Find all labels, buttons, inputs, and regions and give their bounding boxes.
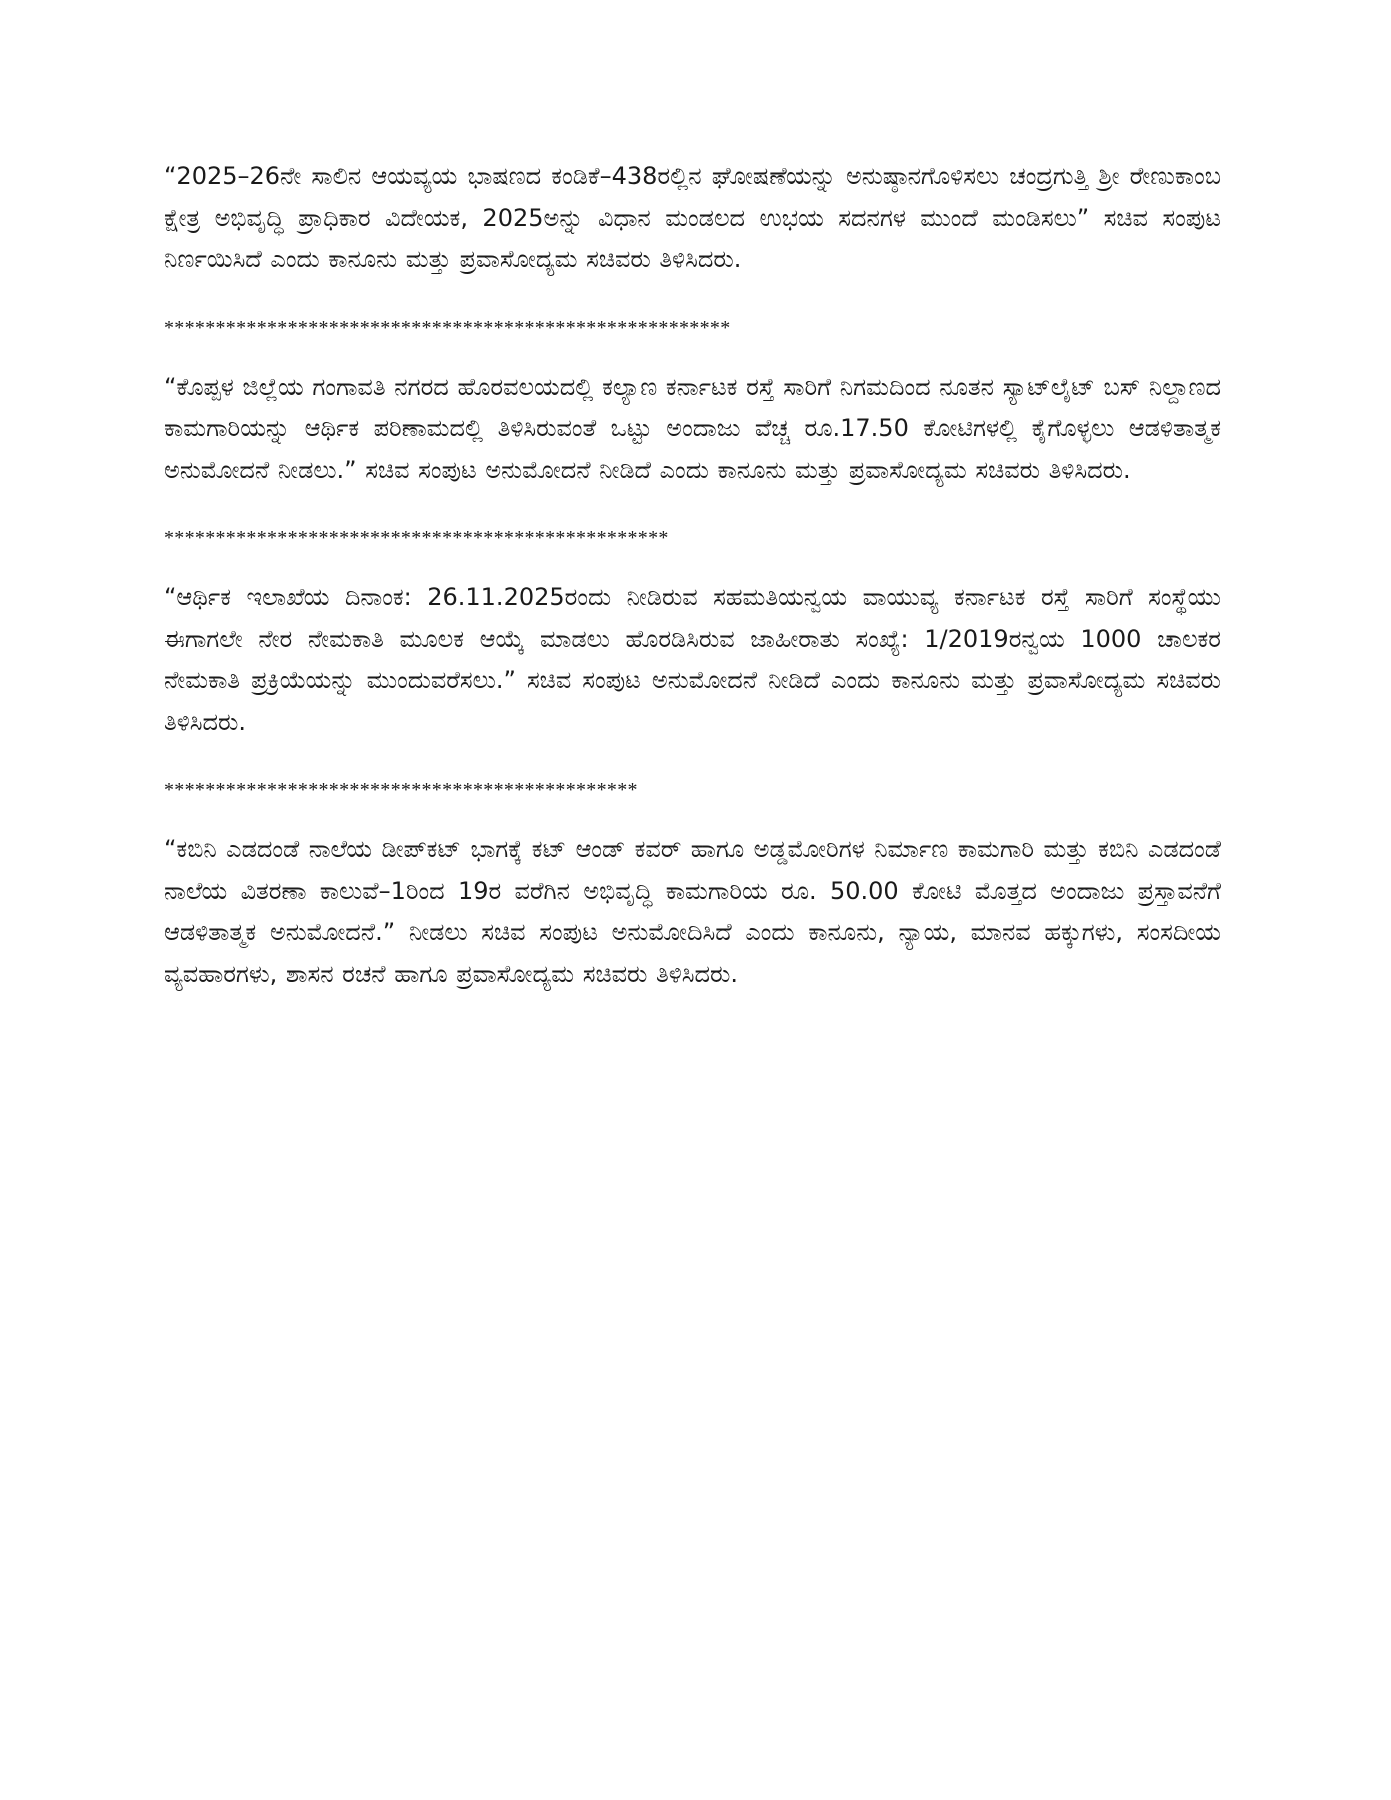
paragraph-bus-stand-approval: “ಕೊಪ್ಪಳ ಜಿಲ್ಲೆಯ ಗಂಗಾವತಿ ನಗರದ ಹೊರವಲಯದಲ್ಲಿ ಕಲ್ಯಾಣ ಕರ್ನಾಟಕ ರಸ್ತೆ ಸಾರಿಗೆ ನಿಗಮದಿಂದ ನೂತನ ಸ್ಯಾಟ್‌ಲೈಟ್ ಬಸ್ ನಿಲ್ದಾಣದ ಕಾಮಗಾರಿಯನ್ನು ಆರ್ಥಿಕ ಪರಿಣಾಮದಲ್ಲಿ ತಿಳಿಸಿರುವಂತೆ ಒಟ್ಟು ಅಂದಾಜು ವೆಚ್ಚ ರೂ.17.50 ಕೋಟಿಗಳಲ್ಲಿ ಕೈಗೊಳ್ಳಲು ಆಡಳಿತಾತ್ಮಕ ಅನುಮೋದನೆ ನೀಡಲು.” ಸಚಿವ ಸಂಪುಟ ಅನುಮೋದನೆ ನೀಡಿದೆ ಎಂದು ಕಾನೂನು ಮತ್ತು ಪ್ರವಾಸೋದ್ಯಮ ಸಚಿವರು ತಿಳಿಸಿದರು. bbox=[164, 372, 1221, 484]
paragraph-driver-recruitment: “ಆರ್ಥಿಕ ಇಲಾಖೆಯ ದಿನಾಂಕ: 26.11.2025ರಂದು ನೀಡಿರುವ ಸಹಮತಿಯನ್ವಯ ವಾಯುವ್ಯ ಕರ್ನಾಟಕ ರಸ್ತೆ ಸಾರಿಗೆ ಸಂಸ್ಥೆಯು ಈಗಾಗಲೇ ನೇರ ನೇಮಕಾತಿ ಮೂಲಕ ಆಯ್ಕೆ ಮಾಡಲು ಹೊರಡಿಸಿರುವ ಜಾಹೀರಾತು ಸಂಖ್ಯೆ: 1/2019ರನ್ವಯ 1000 ಚಾಲಕರ ನೇಮಕಾತಿ ಪ್ರಕ್ರಿಯೆಯನ್ನು ಮುಂದುವರೆಸಲು.” ಸಚಿವ ಸಂಪುಟ ಅನುಮೋದನೆ ನೀಡಿದೆ ಎಂದು ಕಾನೂನು ಮತ್ತು ಪ್ರವಾಸೋದ್ಯಮ ಸಚಿವರು ತಿಳಿಸಿದರು. bbox=[164, 583, 1221, 736]
separator-line: ********************************************** bbox=[164, 779, 638, 801]
separator-line: ******************************************************* bbox=[164, 316, 731, 339]
separator-line: ************************************************* bbox=[164, 527, 669, 549]
paragraph-budget-announcement: “2025–26ನೇ ಸಾಲಿನ ಆಯವ್ಯಯ ಭಾಷಣದ ಕಂಡಿಕೆ–438ರಲ್ಲಿನ ಘೋಷಣೆಯನ್ನು ಅನುಷ್ಠಾನಗೊಳಿಸಲು ಚಂದ್ರಗುತ್ತಿ ಶ್ರೀ ರೇಣುಕಾಂಬ ಕ್ಷೇತ್ರ ಅಭಿವೃದ್ಧಿ ಪ್ರಾಧಿಕಾರ ವಿದೇಯಕ, 2025ಅನ್ನು ವಿಧಾನ ಮಂಡಲದ ಉಭಯ ಸದನಗಳ ಮುಂದೆ ಮಂಡಿಸಲು” ಸಚಿವ ಸಂಪುಟ ನಿರ್ಣಯಿಸಿದೆ ಎಂದು ಕಾನೂನು ಮತ್ತು ಪ್ರವಾಸೋದ್ಯಮ ಸಚಿವರು ತಿಳಿಸಿದರು. bbox=[164, 162, 1221, 273]
paragraph-kabini-canal-works: “ಕಬಿನಿ ಎಡದಂಡೆ ನಾಲೆಯ ಡೀಪ್‌ಕಟ್ ಭಾಗಕ್ಕೆ ಕಟ್ ಆಂಡ್ ಕವರ್ ಹಾಗೂ ಅಡ್ಡಮೋರಿಗಳ ನಿರ್ಮಾಣ ಕಾಮಗಾರಿ ಮತ್ತು ಕಬಿನಿ ಎಡದಂಡೆ ನಾಲೆಯ ವಿತರಣಾ ಕಾಲುವೆ–1ರಿಂದ 19ರ ವರೆಗಿನ ಅಭಿವೃದ್ಧಿ ಕಾಮಗಾರಿಯ ರೂ. 50.00 ಕೋಟಿ ಮೊತ್ತದ ಅಂದಾಜು ಪ್ರಸ್ತಾವನೆಗೆ ಆಡಳಿತಾತ್ಮಕ ಅನುಮೋದನೆ.” ನೀಡಲು ಸಚಿವ ಸಂಪುಟ ಅನುಮೋದಿಸಿದೆ ಎಂದು ಕಾನೂನು, ನ್ಯಾಯ, ಮಾನವ ಹಕ್ಕುಗಳು, ಸಂಸದೀಯ ವ್ಯವಹಾರಗಳು, ಶಾಸನ ರಚನೆ ಹಾಗೂ ಪ್ರವಾಸೋದ್ಯಮ ಸಚಿವರು ತಿಳಿಸಿದರು. bbox=[164, 835, 1221, 988]
